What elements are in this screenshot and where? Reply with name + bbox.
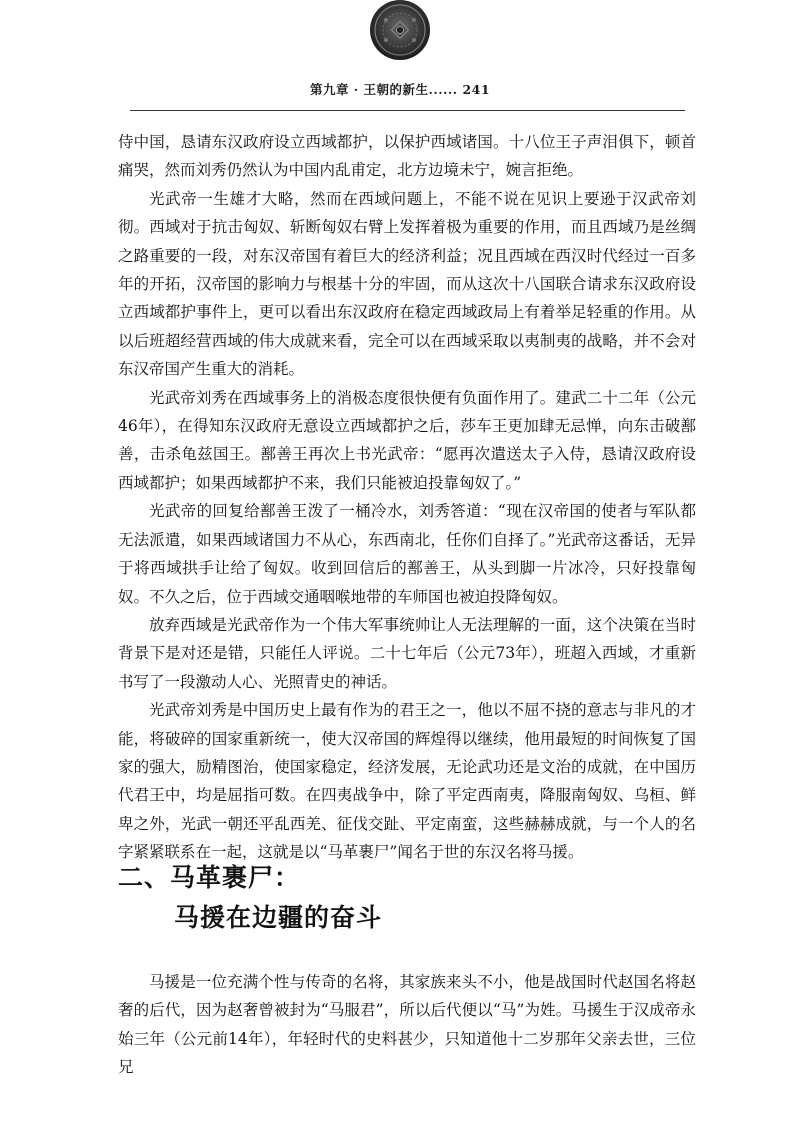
section-text-block xyxy=(118,968,696,1082)
paragraph: 光武帝一生雄才大略，然而在西域问题上，不能不说在见识上要逊于汉武帝刘彻。西域对于抗击匈奴、斩断匈奴右臂上发挥着极为重要的作用，而且西域乃是丝绸之路重要的一段，对东汉帝国有着巨大的经济利益；况且西域在西汉时代经过一百多年的开拓，汉帝国的影响力与根基十分的牢固，而从这次十八国联合请求东汉政府设立西域都护事件上，更可以看出东汉政府在稳定西域政局上有着举足轻重的作用。从以后班超经营西域的伟大成就来看，完全可以在西域采取以夷制夷的战略，并不会对东汉帝国产生重大的消耗。 xyxy=(118,189,696,379)
running-header: 第九章 · 王朝的新生...... 241 xyxy=(309,82,491,97)
section-heading-line-1: 二、马革裹尸： xyxy=(118,863,301,892)
paragraph: 马援是一位充满个性与传奇的名将，其家族来头不小，他是战国时代赵国名将赵奢的后代，因为赵奢曾被封为“马服君”，所以后代便以“马”为姓。马援生于汉成帝永始三年（公元前14年），年轻时代的史料甚少，只知道他十二岁那年父亲去世，三位兄 xyxy=(118,973,696,1077)
paragraph: 放弃西域是光武帝作为一个伟大军事统帅让人无法理解的一面，这个决策在当时背景下是对还是错，只能任人评说。二十七年后（公元73年），班超入西域，才重新书写了一段激动人心、光照青史的神话。 xyxy=(118,615,696,691)
header-divider xyxy=(130,110,685,111)
section-heading xyxy=(118,858,696,938)
paragraph: 光武帝的回复给鄯善王泼了一桶冷水，刘秀答道：“现在汉帝国的使者与军队都无法派遣，如果西域诸国力不从心，东西南北，任你们自择了。”光武帝这番话，无异于将西域拱手让给了匈奴。收到回信后的鄯善王，从头到脚一片冰冷，只好投靠匈奴。不久之后，位于西域交通咽喉地带的车师国也被迫投降匈奴。 xyxy=(118,502,696,606)
paragraph: 光武帝刘秀是中国历史上最有作为的君王之一，他以不屈不挠的意志与非凡的才能，将破碎的国家重新统一，使大汉帝国的辉煌得以继续，他用最短的时间恢复了国家的强大，励精图治，使国家稳定，经济发展，无论武功还是文治的成就，在中国历代君王中，均是屈指可数。在四夷战争中，除了平定西南夷，降服南匈奴、乌桓、鲜卑之外，光武一朝还平乱西羌、征伐交趾、平定南蛮，这些赫赫成就，与一个人的名字紧紧联系在一起，这就是以“马革裹尸”闻名于世的东汉名将马援。 xyxy=(118,701,696,862)
section-heading-line-2: 马援在边疆的奋斗 xyxy=(174,903,383,932)
paragraph: 光武帝刘秀在西域事务上的消极态度很快便有负面作用了。建武二十二年（公元46年），在得知东汉政府无意设立西域都护之后，莎车王更加肆无忌惮，向东击破鄯善，击杀龟兹国王。鄯善王再次上书光武帝：“愿再次遣送太子入侍，恳请汉政府设西域都护；如果西域都护不来，我们只能被迫投靠匈奴了。” xyxy=(118,388,696,492)
main-text-block xyxy=(118,128,696,867)
bronze-mirror-icon xyxy=(366,0,434,68)
paragraph: 侍中国，恳请东汉政府设立西域都护，以保护西域诸国。十八位王子声泪俱下，顿首痛哭，然而刘秀仍然认为中国内乱甫定，北方边境未宁，婉言拒绝。 xyxy=(118,133,696,180)
